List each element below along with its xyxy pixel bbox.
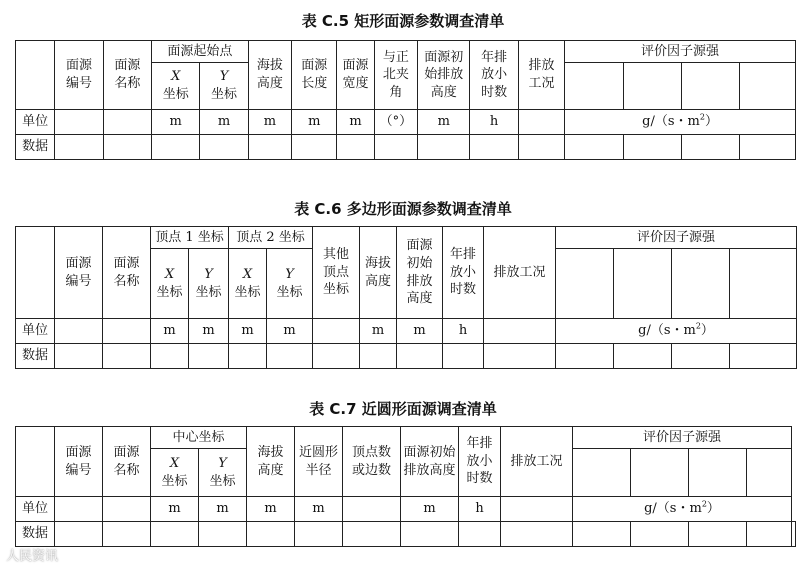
data-cell: [151, 344, 189, 369]
unit-initial-height: m: [397, 319, 443, 344]
col-altitude: 海拔高度: [248, 41, 291, 110]
col-other-vertices: 其他顶点坐标: [313, 227, 360, 319]
unit-length: m: [292, 110, 337, 135]
factor-sub-cell: [672, 249, 730, 319]
col-source-name: 面源名称: [103, 227, 151, 319]
unit-altitude: m: [248, 110, 291, 135]
coord-label: 坐标: [211, 87, 238, 102]
unit-x2: m: [229, 319, 267, 344]
col-y1: [189, 249, 229, 319]
y-symbol: Y: [204, 266, 213, 282]
col-vertex-2: 顶点 2 坐标: [229, 227, 313, 249]
unit-hours: h: [459, 497, 501, 522]
col-source-name: 面源名称: [103, 427, 151, 497]
data-cell: [397, 344, 443, 369]
col-source-id: 面源编号: [55, 41, 103, 110]
unit-y1: m: [189, 319, 229, 344]
unit-cell: [103, 497, 151, 522]
corner-cell: [16, 427, 55, 497]
unit-y2: m: [267, 319, 313, 344]
row-label-data: 数据: [16, 522, 55, 547]
unit-cell: [103, 319, 151, 344]
data-cell: [792, 522, 796, 547]
coord-label: 坐标: [209, 473, 236, 489]
data-cell: [103, 135, 151, 160]
data-cell: [470, 135, 518, 160]
factor-sub-cell: [682, 63, 740, 110]
data-cell: [55, 522, 103, 547]
col-factor-strength: 评价因子源强: [565, 41, 796, 63]
data-cell: [730, 344, 797, 369]
data-cell: [682, 135, 740, 160]
data-cell: [672, 344, 730, 369]
corner-cell: [16, 227, 55, 319]
col-center-coord: 中心坐标: [151, 427, 247, 449]
data-cell: [313, 344, 360, 369]
data-cell: [151, 522, 199, 547]
col-vertex-count: 顶点数或边数: [343, 427, 401, 497]
unit-hours: h: [470, 110, 518, 135]
unit-initial-height: m: [401, 497, 459, 522]
table-c5: [15, 40, 796, 160]
data-cell: [374, 135, 417, 160]
data-cell: [248, 135, 291, 160]
row-label-data: 数据: [16, 135, 55, 160]
unit-factor-text: g/（s・m: [638, 323, 696, 339]
factor-sub-cell: [565, 63, 623, 110]
unit-cell: [55, 497, 103, 522]
unit-cell: [55, 319, 103, 344]
col-emission-condition: 排放工况: [484, 227, 556, 319]
row-label-unit: 单位: [16, 110, 55, 135]
unit-x: m: [151, 497, 199, 522]
data-cell: [199, 522, 247, 547]
unit-factor-text: g/（s・m: [642, 114, 700, 130]
table-c6-title: 表 C.6 多边形面源参数调查清单: [294, 200, 512, 218]
data-cell: [556, 344, 614, 369]
col-initial-height: 面源初始排放高度: [397, 227, 443, 319]
col-factor-strength: 评价因子源强: [556, 227, 797, 249]
y-symbol: Y: [218, 455, 227, 471]
unit-altitude: m: [360, 319, 397, 344]
factor-sub-cell: [573, 449, 631, 497]
data-cell: [614, 344, 672, 369]
data-cell: [360, 344, 397, 369]
coord-label: 坐标: [161, 473, 188, 489]
unit-x1: m: [151, 319, 189, 344]
data-cell: [343, 522, 401, 547]
data-cell: [292, 135, 337, 160]
factor-sub-cell: [614, 249, 672, 319]
col-start-point: 面源起始点: [152, 41, 249, 63]
watermark: 人民资讯: [6, 549, 59, 564]
table-c5-title: 表 C.5 矩形面源参数调查清单: [301, 12, 505, 30]
data-cell: [267, 344, 313, 369]
unit-radius: m: [295, 497, 343, 522]
unit-cell: [343, 497, 401, 522]
unit-cell: [518, 110, 564, 135]
col-annual-hours: 年排放小时数: [443, 227, 484, 319]
unit-cell: [313, 319, 360, 344]
data-cell: [623, 135, 681, 160]
factor-sub-cell: [623, 63, 681, 110]
data-cell: [337, 135, 374, 160]
row-label-unit: 单位: [16, 497, 55, 522]
data-cell: [103, 522, 151, 547]
data-cell: [103, 344, 151, 369]
data-cell: [518, 135, 564, 160]
data-cell: [443, 344, 484, 369]
data-cell: [200, 135, 248, 160]
x-symbol: X: [171, 69, 181, 85]
col-x: [152, 63, 200, 110]
col-x1: [151, 249, 189, 319]
unit-y: m: [199, 497, 247, 522]
col-initial-height: 面源初始排放高度: [401, 427, 459, 497]
col-y: [199, 449, 247, 497]
unit-factor-sup: 2: [701, 499, 707, 509]
data-cell: [573, 522, 631, 547]
x-symbol: X: [242, 266, 253, 282]
factor-sub-cell: [740, 63, 796, 110]
factor-sub-cell: [556, 249, 614, 319]
data-cell: [152, 135, 200, 160]
col-length: 面源长度: [292, 41, 337, 110]
unit-altitude: m: [247, 497, 295, 522]
col-x: [151, 449, 199, 497]
unit-width: m: [337, 110, 374, 135]
unit-cell: [55, 110, 103, 135]
coord-label: 坐标: [195, 284, 222, 300]
data-cell: [631, 522, 689, 547]
col-emission-condition: 排放工况: [501, 427, 573, 497]
data-cell: [189, 344, 229, 369]
coord-label: 坐标: [162, 87, 189, 102]
x-symbol: X: [169, 455, 180, 471]
unit-initial-height: m: [418, 110, 470, 135]
col-width: 面源宽度: [337, 41, 374, 110]
factor-sub-cell: [631, 449, 689, 497]
unit-factor-sup: 2: [699, 112, 705, 122]
unit-factor-close: ）: [706, 501, 720, 517]
col-initial-height: 面源初始排放高度: [418, 41, 470, 110]
data-cell: [418, 135, 470, 160]
col-altitude: 海拔高度: [247, 427, 295, 497]
corner-cell: [16, 41, 55, 110]
coord-label: 坐标: [156, 284, 183, 300]
col-emission-condition: 排放工况: [518, 41, 564, 110]
unit-cell: [501, 497, 573, 522]
col-source-name: 面源名称: [103, 41, 151, 110]
coord-label: 坐标: [276, 284, 303, 300]
factor-sub-cell: [730, 249, 797, 319]
col-vertex-1: 顶点 1 坐标: [151, 227, 229, 249]
row-label-unit: 单位: [16, 319, 55, 344]
unit-factor: [565, 110, 796, 135]
data-cell: [401, 522, 459, 547]
unit-factor-sup: 2: [695, 321, 701, 331]
table-c7-title: 表 C.7 近圆形面源调查清单: [309, 400, 497, 418]
unit-factor-close: ）: [700, 323, 714, 339]
unit-factor: [573, 497, 792, 522]
data-cell: [565, 135, 623, 160]
unit-x: m: [152, 110, 200, 135]
data-cell: [55, 344, 103, 369]
row-label-data: 数据: [16, 344, 55, 369]
col-annual-hours: 年排放小时数: [459, 427, 501, 497]
col-altitude: 海拔高度: [360, 227, 397, 319]
col-north-angle: 与正北夹角: [374, 41, 417, 110]
coord-label: 坐标: [234, 284, 261, 300]
unit-hours: h: [443, 319, 484, 344]
factor-sub-cell: [747, 449, 792, 497]
data-cell: [484, 344, 556, 369]
data-cell: [295, 522, 343, 547]
unit-cell: [103, 110, 151, 135]
col-x2: [229, 249, 267, 319]
y-symbol: Y: [219, 69, 229, 85]
unit-factor: [556, 319, 797, 344]
factor-sub-cell: [689, 449, 747, 497]
data-cell: [689, 522, 747, 547]
data-cell: [501, 522, 573, 547]
unit-y: m: [200, 110, 248, 135]
data-cell: [55, 135, 103, 160]
data-cell: [747, 522, 792, 547]
col-source-id: 面源编号: [55, 227, 103, 319]
col-source-id: 面源编号: [55, 427, 103, 497]
table-c6: [15, 226, 797, 369]
unit-angle: （°）: [374, 110, 417, 135]
col-annual-hours: 年排放小时数: [470, 41, 518, 110]
col-radius: 近圆形半径: [295, 427, 343, 497]
y-symbol: Y: [285, 266, 294, 282]
table-c7: [15, 426, 796, 547]
data-cell: [740, 135, 796, 160]
data-cell: [247, 522, 295, 547]
unit-cell: [484, 319, 556, 344]
unit-factor-close: ）: [704, 114, 718, 130]
data-cell: [229, 344, 267, 369]
col-factor-strength: 评价因子源强: [573, 427, 792, 449]
col-y: [200, 63, 248, 110]
x-symbol: X: [164, 266, 175, 282]
data-cell: [459, 522, 501, 547]
col-y2: [267, 249, 313, 319]
unit-factor-text: g/（s・m: [644, 501, 702, 517]
